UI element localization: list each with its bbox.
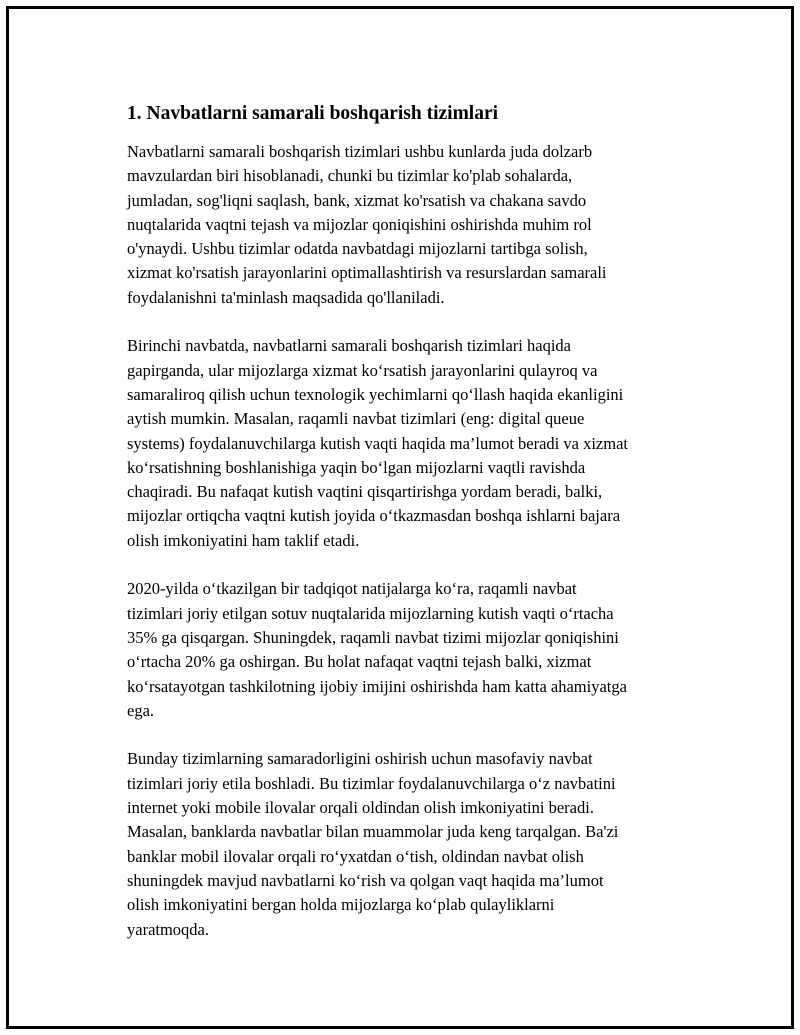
paragraph-line: mavzulardan biri hisoblanadi, chunki bu tizimlar ko'plab sohalarda, [127, 166, 573, 186]
paragraph-line: chaqiradi. Bu nafaqat kutish vaqtini qisqartirishga yordam beradi, balki, [127, 482, 603, 502]
paragraph-4 [120, 747, 690, 941]
paragraph-line: tizimlari joriy etilgan sotuv nuqtalarida mijozlarning kutish vaqti o‘rtacha [127, 603, 614, 623]
paragraph-line: o'ynaydi. Ushbu tizimlar odatda navbatdagi mijozlarni tartibga solish, [127, 239, 588, 259]
paragraph-line: nuqtalarida vaqtni tejash va mijozlar qoniqishini oshirishda muhim rol [127, 214, 592, 234]
paragraph-line: internet yoki mobile ilovalar orqali oldindan olish imkoniyatini beradi. [127, 798, 594, 818]
paragraph-line: foydalanishni ta'minlash maqsadida qo'llaniladi. [127, 287, 445, 307]
paragraph-line: samaraliroq qilish uchun texnologik yechimlarni qo‘llash haqida ekanligini [127, 384, 624, 404]
paragraph-line: shuningdek mavjud navbatlarni ko‘rish va qolgan vaqt haqida ma’lumot [127, 870, 604, 890]
paragraph-3 [120, 577, 690, 723]
paragraph-line: ko‘rsatayotgan tashkilotning ijobiy imijini oshirishda ham katta ahamiyatga [127, 676, 627, 696]
page-frame [6, 6, 794, 1029]
paragraph-line: jumladan, sog'liqni saqlash, bank, xizmat ko'rsatish va chakana savdo [127, 190, 587, 210]
paragraph-line: ega. [127, 700, 155, 720]
paragraph-line: ko‘rsatishning boshlanishiga yaqin bo‘lgan mijozlarni vaqtli ravishda [127, 457, 586, 477]
paragraph-line: gapirganda, ular mijozlarga xizmat ko‘rsatish jarayonlarini qulayroq va [127, 360, 598, 380]
paragraph-line: Navbatlarni samarali boshqarish tizimlari ushbu kunlarda juda dolzarb [127, 142, 593, 161]
paragraph-line: Birinchi navbatda, navbatlarni samarali boshqarish tizimlari haqida [127, 336, 571, 356]
paragraph-line: Masalan, banklarda navbatlar bilan muammolar juda keng tarqalgan. Ba'zi [127, 822, 619, 842]
paragraph-1 [120, 140, 690, 310]
paragraph-line: Bunday tizimlarning samaradorligini oshirish uchun masofaviy navbat [127, 749, 593, 769]
paragraph-line: banklar mobil ilovalar orqali ro‘yxatdan o‘tish, oldindan navbat olish [127, 846, 584, 866]
paragraph-line: olish imkoniyatini bergan holda mijozlarga ko‘plab qulayliklarni [127, 895, 555, 915]
paragraph-line: yaratmoqda. [127, 919, 210, 939]
paragraph-line: systems) foydalanuvchilarga kutish vaqti haqida ma’lumot beradi va xizmat [127, 433, 628, 453]
paragraph-line: tizimlari joriy etila boshladi. Bu tizimlar foydalanuvchilarga o‘z navbatini [127, 773, 616, 793]
paragraph-line: olish imkoniyatini ham taklif etadi. [127, 530, 360, 550]
paragraph-line: 2020-yilda o‘tkazilgan bir tadqiqot natijalarga ko‘ra, raqamli navbat [127, 579, 577, 599]
paragraph-line: 35% ga qisqargan. Shuningdek, raqamli navbat tizimi mijozlar qoniqishini [127, 627, 619, 647]
paragraph-line: xizmat ko'rsatish jarayonlarini optimallashtirish va resurslardan samarali [127, 263, 607, 283]
paragraph-2 [120, 334, 690, 553]
paragraph-line: o‘rtacha 20% ga oshirgan. Bu holat nafaqat vaqtni tejash balki, xizmat [127, 652, 592, 672]
paragraph-line: aytish mumkin. Masalan, raqamli navbat tizimlari (eng: digital queue [127, 409, 585, 429]
document-body [120, 101, 690, 966]
paragraph-line: mijozlar ortiqcha vaqtni kutish joyida o‘tkazmasdan boshqa ishlarni bajara [127, 506, 621, 526]
section-heading: 1. Navbatlarni samarali boshqarish tizimlari [127, 103, 499, 124]
